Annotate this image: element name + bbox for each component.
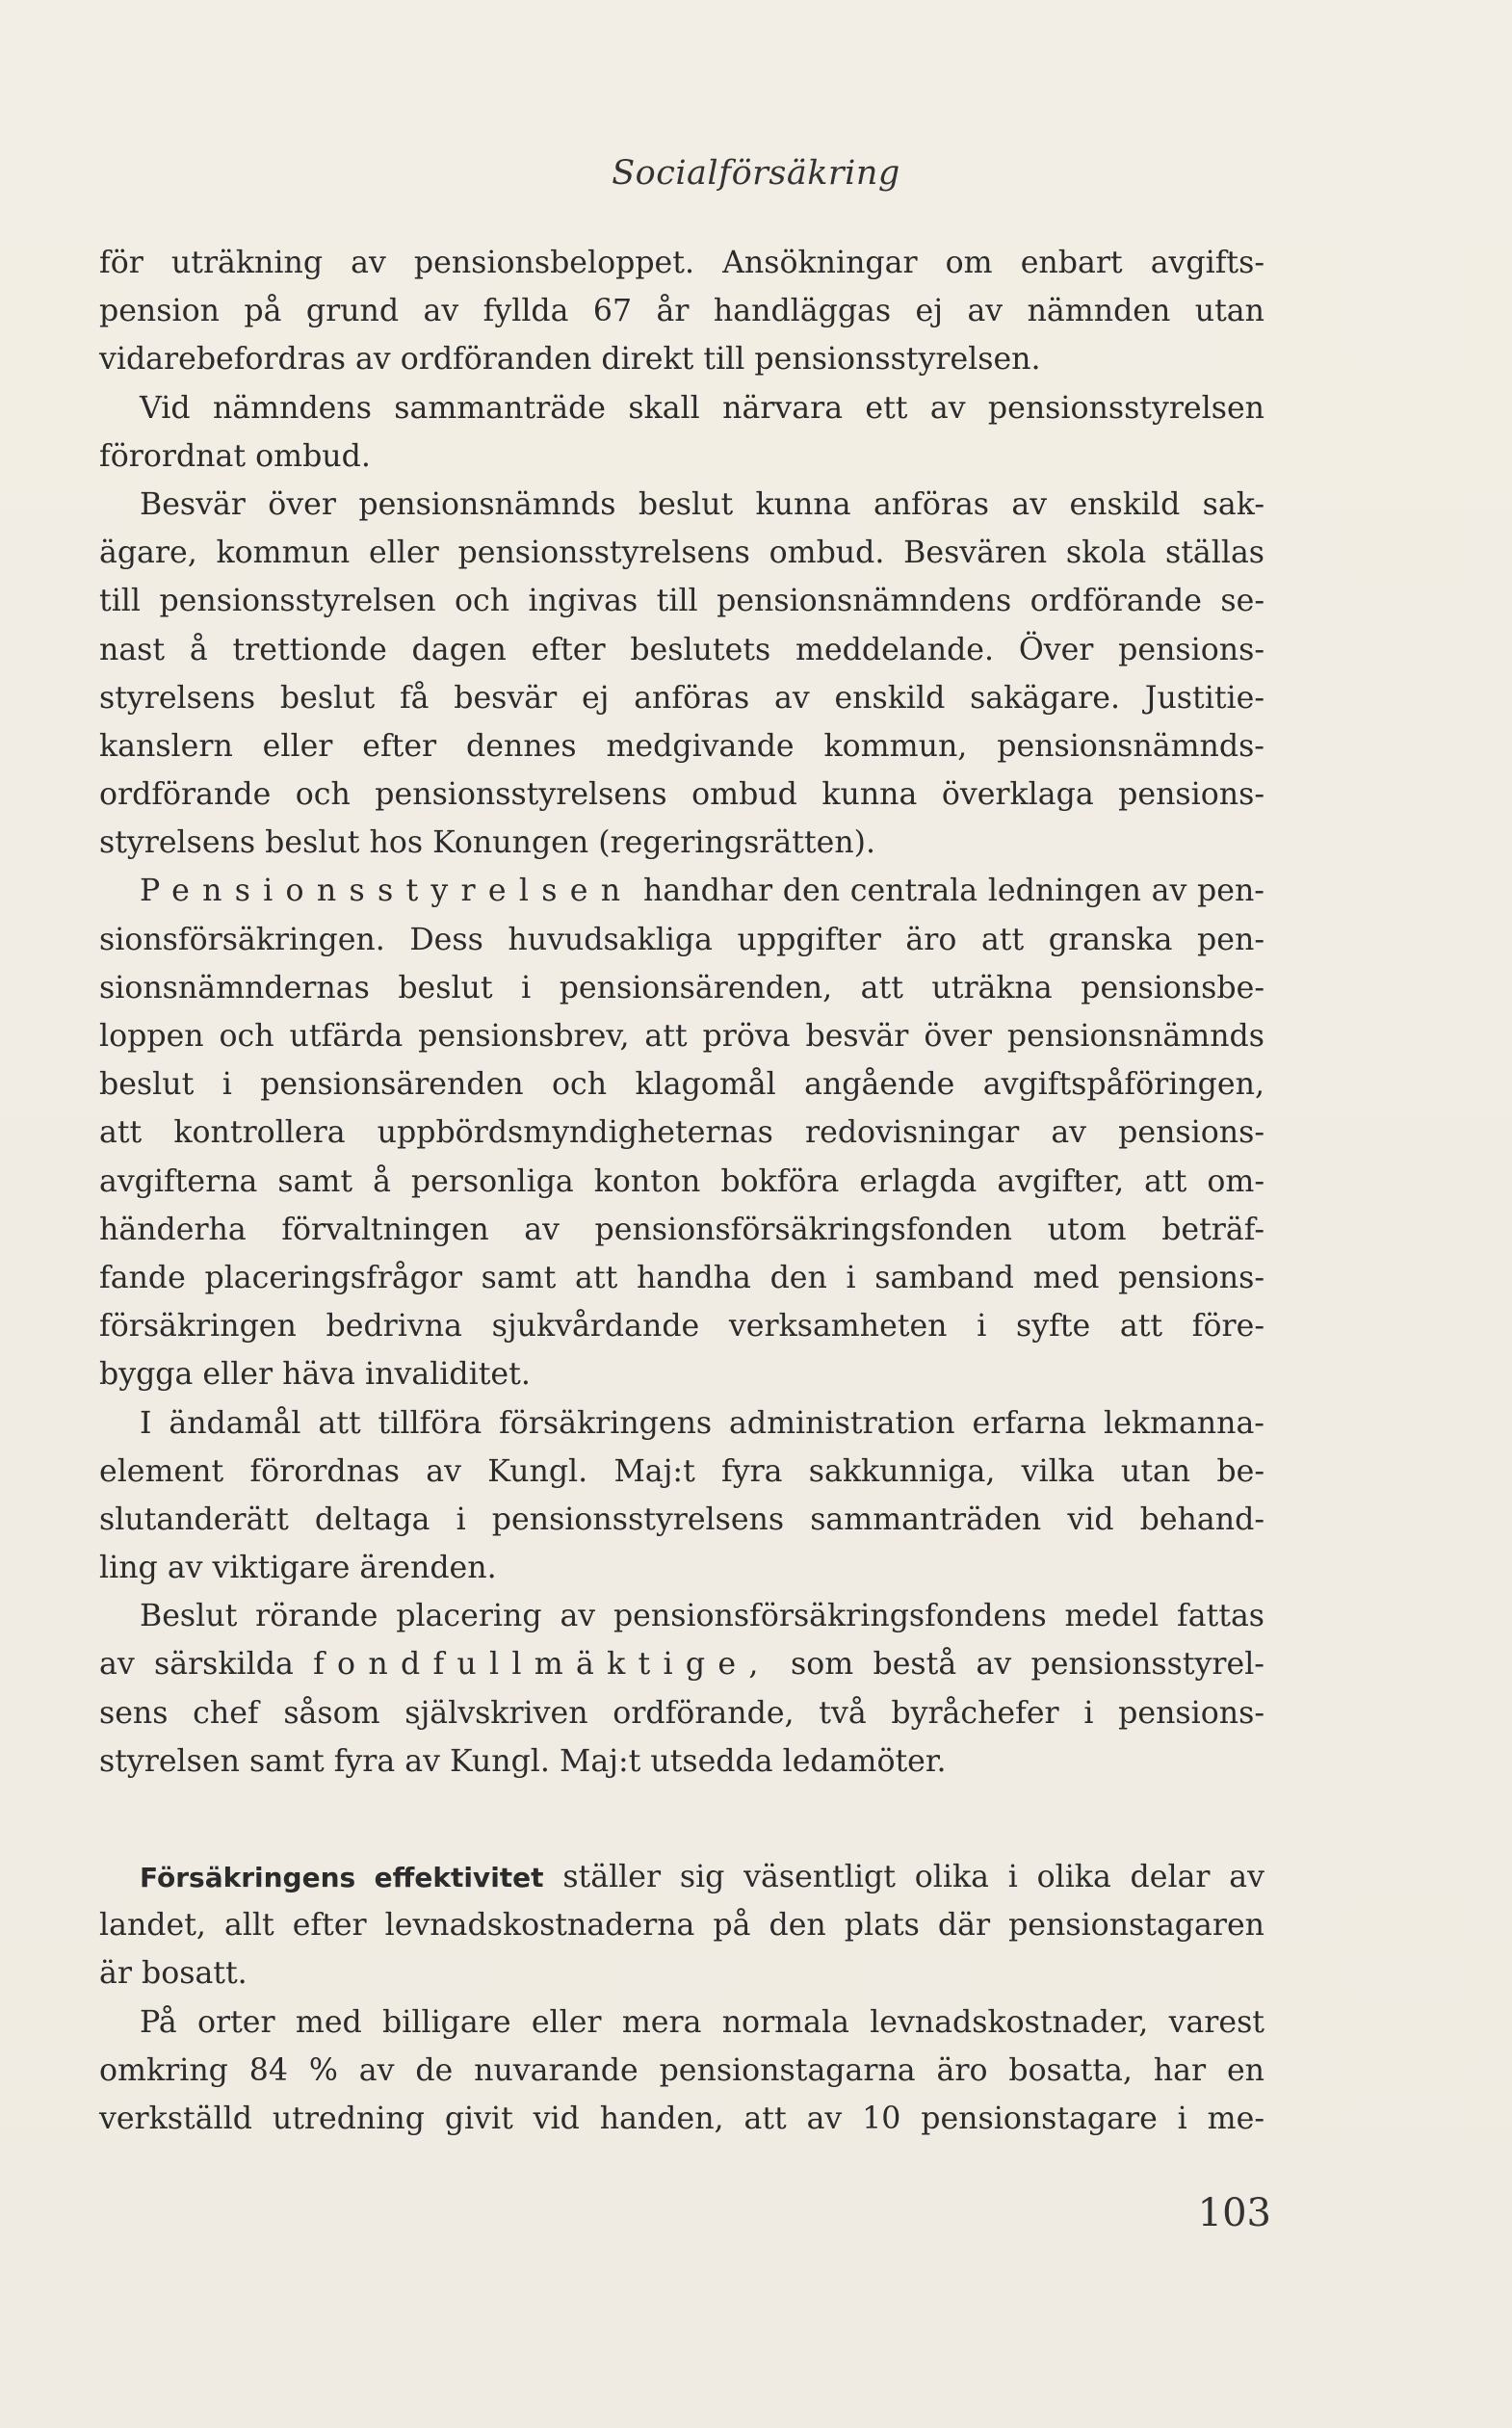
text-line	[99, 1853, 1264, 1901]
text-line: kanslern eller efter dennes medgivande kommun, pensionsnämnds-	[99, 728, 1264, 764]
section-gap	[99, 1786, 1264, 1853]
text-line: bygga eller häva invaliditet.	[99, 1357, 531, 1393]
text-line	[99, 867, 1264, 915]
text-line: styrelsens beslut hos Konungen (regeringsrätten).	[99, 825, 876, 861]
text-line: omkring 84 % av de nuvarande pensionstagarna äro bosatta, har en	[99, 2052, 1264, 2088]
text-line: för uträkning av pensionsbeloppet. Ansökningar om enbart avgifts-	[99, 246, 1264, 280]
text-line: Beslut rörande placering av pensionsförsäkringsfondens medel fattas	[140, 1599, 1264, 1634]
text-line: I ändamål att tillföra försäkringens administration erfarna lekmanna-	[140, 1405, 1264, 1441]
text-line: sionsförsäkringen. Dess huvudsakliga uppgifter äro att granska pen-	[99, 922, 1264, 957]
text-segment: som bestå av pensionsstyrel-	[791, 1647, 1264, 1683]
text-line: På orter med billigare eller mera normala levnadskostnader, varest	[140, 2004, 1264, 2040]
text-line: är bosatt.	[99, 1956, 248, 1992]
text-line: förordnat ombud.	[99, 438, 371, 474]
spaced-term: fondfullmäktige,	[313, 1647, 771, 1683]
text-line: Besvär över pensionsnämnds beslut kunna anföras av enskild sak-	[140, 486, 1264, 522]
text-line	[99, 1640, 1264, 1688]
text-segment: av särskilda	[99, 1647, 294, 1683]
text-segment: ställer sig väsentligt olika i olika delar av	[562, 1860, 1264, 1894]
text-line: ling av viktigare ärenden.	[99, 1551, 497, 1586]
text-line: pension på grund av fyllda 67 år handläggas ej av nämnden utan	[99, 294, 1264, 329]
page-number: 103	[1197, 2191, 1271, 2235]
text-line: fande placeringsfrågor samt att handha den i samband med pensions-	[99, 1260, 1264, 1295]
text-line: landet, allt efter levnadskostnaderna på den plats där pensionstagaren	[99, 1908, 1264, 1944]
text-line: till pensionsstyrelsen och ingivas till pensionsnämndens ordförande se-	[99, 584, 1264, 619]
text-line: Vid nämndens sammanträde skall närvara ett av pensionsstyrelsen	[140, 390, 1264, 426]
section-heading: Försäkringens effektivitet	[140, 1862, 544, 1893]
text-line: nast å trettionde dagen efter beslutets meddelande. Över pensions-	[99, 632, 1264, 667]
text-line: vidarebefordras av ordföranden direkt till pensionsstyrelsen.	[99, 342, 1041, 378]
text-line: slutanderätt deltaga i pensionsstyrelsens sammanträden vid behand-	[99, 1501, 1264, 1537]
running-head: Socialförsäkring	[612, 154, 900, 193]
text-line: sens chef såsom självskriven ordförande, två byråchefer i pensions-	[99, 1695, 1264, 1731]
text-line: att kontrollera uppbördsmyndigheternas redovisningar av pensions-	[99, 1115, 1264, 1151]
text-line: sionsnämndernas beslut i pensionsärenden, att uträkna pensionsbe-	[99, 970, 1264, 1005]
text-line: beslut i pensionsärenden och klagomål angående avgiftspåföringen,	[99, 1067, 1264, 1103]
text-line: händerha förvaltningen av pensionsförsäkringsfonden utom beträf-	[99, 1212, 1264, 1247]
text-line: styrelsen samt fyra av Kungl. Maj:t utsedda ledamöter.	[99, 1743, 947, 1779]
text-line: ordförande och pensionsstyrelsens ombud kunna överklaga pensions-	[99, 777, 1264, 813]
text-line: loppen och utfärda pensionsbrev, att pröva besvär över pensionsnämnds	[99, 1019, 1264, 1054]
text-line: verkställd utredning givit vid handen, att av 10 pensionstagare i me-	[99, 2101, 1264, 2136]
text-line: styrelsens beslut få besvär ej anföras av enskild sakägare. Justitie-	[99, 680, 1264, 716]
text-segment: handhar den centrala ledningen av pen-	[643, 874, 1264, 909]
text-line: ägare, kommun eller pensionsstyrelsens ombud. Besvären skola ställas	[99, 535, 1264, 571]
spaced-term: Pensionsstyrelsen	[140, 874, 634, 909]
text-line: försäkringen bedrivna sjukvårdande verksamheten i syfte att före-	[99, 1309, 1264, 1345]
text-line: avgifterna samt å personliga konton bokföra erlagda avgifter, att om-	[99, 1163, 1264, 1199]
body-text	[99, 239, 1264, 2143]
text-line: element förordnas av Kungl. Maj:t fyra sakkunniga, vilka utan be-	[99, 1453, 1264, 1489]
